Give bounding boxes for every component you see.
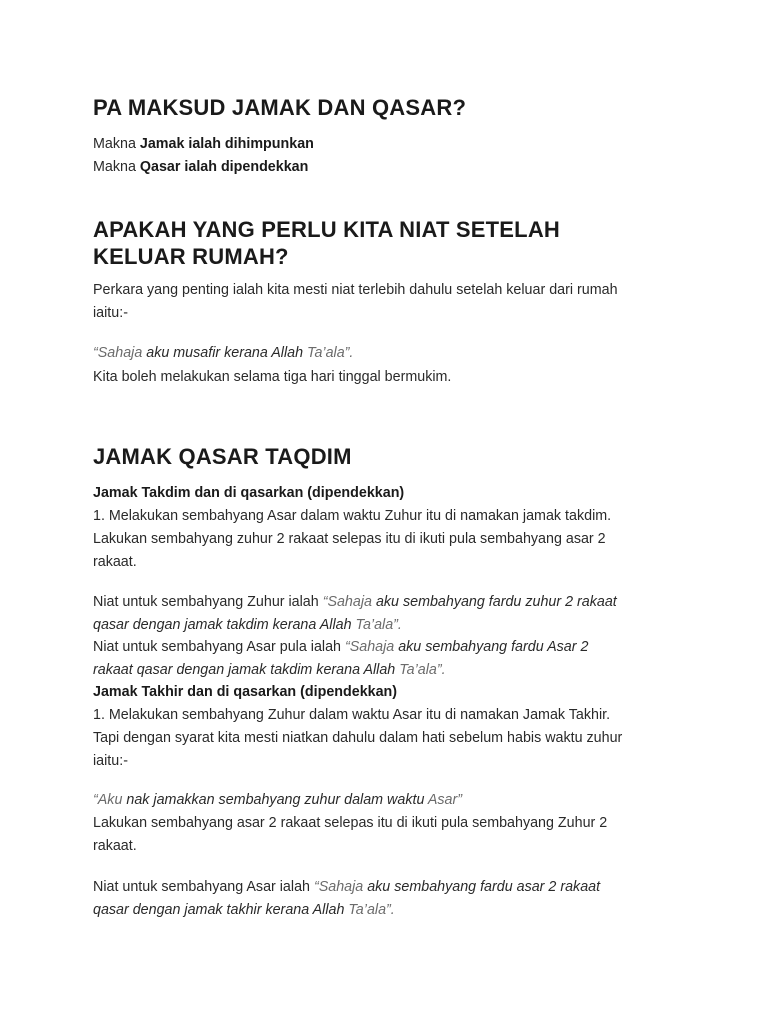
quote-text: qasar dengan jamak takdim kerana Allah (93, 617, 356, 633)
quote-text: qasar dengan jamak takhir kerana Allah (93, 902, 349, 918)
paragraph-lakukan-line1: Lakukan sembahyang asar 2 rakaat selepas itu di ikuti pula sembahyang Zuhur 2 (93, 815, 608, 831)
niat-asar-takhir-line2 (93, 899, 395, 922)
quote-end: Ta’ala”. (399, 662, 446, 678)
heading-maksud-jamak-qasar: PA MAKSUD JAMAK DAN QASAR? (93, 95, 467, 120)
definition-prefix: Makna (93, 159, 140, 175)
niat-prefix: Niat untuk sembahyang Asar ialah (93, 879, 314, 895)
quote-text: nak jamakkan sembahyang zuhur dalam waktu (122, 792, 428, 808)
item2-line1: 1. Melakukan sembahyang Zuhur dalam waktu Asar itu di namakan Jamak Takhir. (93, 707, 611, 723)
niat-prefix: Niat untuk sembahyang Zuhur ialah (93, 594, 323, 610)
definition-jamak (93, 133, 314, 156)
niat-zuhur-line1 (93, 591, 617, 614)
quote-end: Ta’ala”. (348, 902, 395, 918)
paragraph-lakukan-line2: rakaat. (93, 838, 137, 854)
heading-niat-keluar-rumah-line2: KELUAR RUMAH? (93, 244, 289, 269)
paragraph-perkara-line2: iaitu:- (93, 305, 128, 321)
quote-text: aku sembahyang fardu asar 2 rakaat (363, 879, 601, 895)
item2-line3: iaitu:- (93, 753, 128, 769)
quote-open: “Sahaja (322, 594, 372, 610)
definition-qasar-bold: Qasar ialah dipendekkan (139, 159, 309, 175)
definition-qasar (93, 156, 308, 179)
niat-zuhur-line2 (93, 614, 402, 637)
subheading-jamak-takdim: Jamak Takdim dan di qasarkan (dipendekkan) (93, 485, 405, 501)
quote-text: aku sembahyang fardu zuhur 2 rakaat (371, 594, 617, 610)
quote-end: Asar” (427, 792, 463, 808)
quote-open: “Aku (93, 792, 123, 808)
item1-line2: Lakukan sembahyang zuhur 2 rakaat selepas itu di ikuti pula sembahyang asar 2 (93, 531, 606, 547)
item1-line1: 1. Melakukan sembahyang Asar dalam waktu Zuhur itu di namakan jamak takdim. (93, 508, 612, 524)
quote-text: aku musafir kerana Allah (142, 345, 308, 361)
niat-prefix: Niat untuk sembahyang Asar pula ialah (93, 639, 345, 655)
definition-prefix: Makna (93, 136, 140, 152)
heading-jamak-qasar-taqdim: JAMAK QASAR TAQDIM (93, 444, 352, 469)
niat-asar-line1 (93, 636, 588, 659)
quote-open: “Sahaja (93, 345, 143, 361)
subheading-jamak-takhir: Jamak Takhir dan di qasarkan (dipendekkan) (93, 684, 398, 700)
quote-jamakkan (93, 789, 462, 812)
quote-musafir (93, 342, 353, 365)
paragraph-tiga-hari: Kita boleh melakukan selama tiga hari tinggal bermukim. (93, 369, 452, 385)
quote-text: aku sembahyang fardu Asar 2 (394, 639, 589, 655)
quote-open: “Sahaja (313, 879, 364, 895)
quote-text: rakaat qasar dengan jamak takdim kerana Allah (93, 662, 400, 678)
quote-end: Ta’ala”. (307, 345, 354, 361)
niat-asar-line2 (93, 659, 446, 682)
quote-open: “Sahaja (344, 639, 395, 655)
definition-jamak-bold: Jamak ialah dihimpunkan (139, 136, 314, 152)
paragraph-perkara-line1: Perkara yang penting ialah kita mesti niat terlebih dahulu setelah keluar dari rumah (93, 282, 618, 298)
heading-niat-keluar-rumah-line1: APAKAH YANG PERLU KITA NIAT SETELAH (93, 217, 560, 242)
niat-asar-takhir-line1 (93, 876, 600, 899)
quote-end: Ta’ala”. (355, 617, 402, 633)
item2-line2: Tapi dengan syarat kita mesti niatkan dahulu dalam hati sebelum habis waktu zuhur (93, 730, 623, 746)
item1-line3: rakaat. (93, 554, 137, 570)
